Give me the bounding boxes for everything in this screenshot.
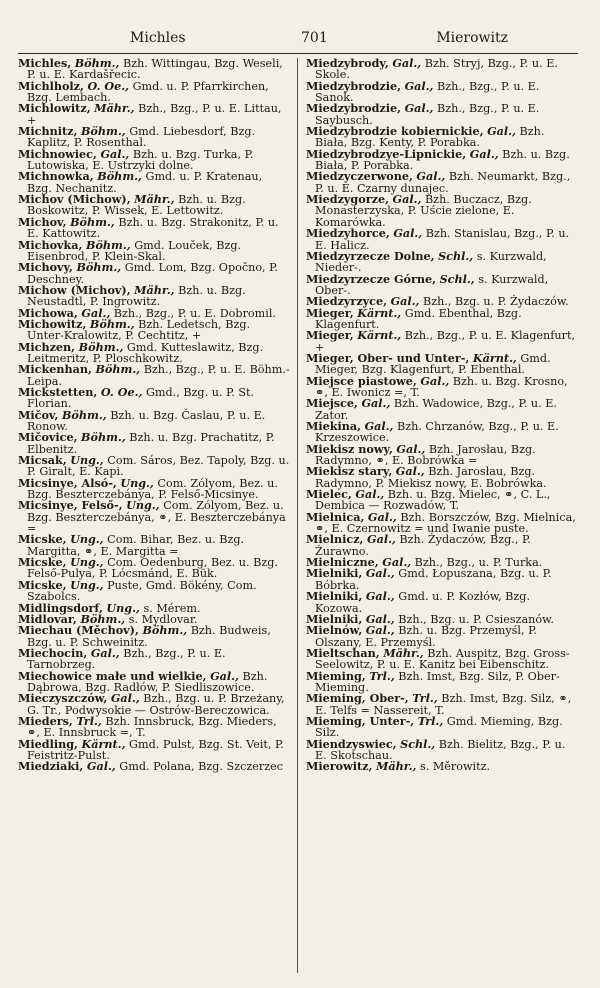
gazetteer-entry	[18, 577, 290, 604]
entry-headword: Miedzyhorce,	[306, 226, 390, 241]
gazetteer-entry	[306, 534, 578, 557]
entry-region: Gal.,	[365, 589, 395, 604]
entry-details: Bzh. Borszczów, Bzg. Mielnica, ⚭, E. Czernowitz = und Iwanie puste.	[315, 510, 576, 536]
entry-headword: Mielniki,	[306, 611, 363, 626]
entry-headword: Mielnicz,	[306, 532, 364, 547]
entry-details: Bzh. Budweis, Bzg. u. P. Schweinitz.	[27, 624, 271, 649]
entry-headword: Micske,	[18, 532, 67, 547]
entry-details: Bzh., Bzg., P. u. E. Sanok.	[315, 79, 540, 105]
entry-region: Gal.,	[404, 78, 434, 93]
entry-region: Mähr.,	[94, 101, 135, 116]
entry-headword: Michnowiec,	[18, 146, 97, 161]
entry-details: Bzh. Imst, Bzg. Silz, ⚭, E. Telfs = Nassereit, T.	[315, 692, 572, 717]
entry-details: Bzh. u. Bzg. Prachatitz, P. Elbenitz.	[27, 431, 275, 456]
entry-region: Gal.,	[393, 226, 423, 241]
entry-headword: Michnowka,	[18, 169, 94, 184]
entry-region: Böhm.,	[80, 124, 126, 139]
entry-headword: Mieders,	[18, 713, 73, 728]
entry-details: Bzh. Stanislau, Bzg., P. u. E. Halicz.	[315, 227, 570, 252]
entry-details: Bzh. Wittingau, Bzg. Weseli, P. u. E. Kardašřecic.	[27, 58, 283, 82]
gazetteer-entry	[306, 713, 578, 740]
entry-headword: Mielniczne,	[306, 555, 379, 570]
entry-details: Bzh. Biała, Bzg. Kenty, P. Porabka.	[315, 125, 545, 150]
entry-headword: Mickenhan,	[18, 362, 92, 377]
entry-headword: Midlingsdorf,	[18, 600, 103, 615]
entry-details: Gmd. Kutteslawitz, Bzg. Leitmeritz, P. Ploschkowitz.	[27, 340, 264, 365]
entry-region: Gal.,	[420, 373, 450, 388]
gazetteer-entry	[306, 194, 578, 228]
entry-region: Trl.,	[369, 668, 395, 683]
entry-headword: Miechau (Měchov),	[18, 623, 139, 638]
entry-details: Bzh. Buczacz, Bzg. Monasterzyska, P. Uście zielone, E. Komarówka.	[315, 193, 532, 229]
entry-headword: Michzen,	[18, 339, 76, 354]
gazetteer-entry	[306, 171, 578, 194]
page-header	[18, 30, 578, 50]
entry-headword: Miekisz nowy,	[306, 441, 393, 456]
gazetteer-entry	[18, 103, 290, 126]
entry-region: Gal.,	[86, 759, 116, 774]
entry-region: Böhm.,	[80, 611, 126, 626]
gazetteer-entry	[306, 126, 578, 149]
gazetteer-entry	[18, 78, 290, 105]
entry-region: Gal.,	[392, 192, 422, 207]
entry-region: Gal.,	[416, 169, 446, 184]
entry-details: Com. Zólyom, Bez. u. Bzg. Beszterczebánya, ⚭, E. Beszterczebánya =	[27, 499, 286, 536]
entry-headword: Michowa,	[18, 305, 78, 320]
entry-region: Gal.,	[90, 645, 120, 660]
gazetteer-entry	[306, 398, 578, 421]
entry-details: Gmd. Lom, Bzg. Opočno, P. Deschney.	[27, 261, 278, 286]
entry-region: Gal.,	[487, 124, 516, 139]
gazetteer-entry	[18, 316, 290, 343]
gazetteer-entry	[306, 645, 578, 672]
entry-details: Bzh. Neumarkt, Bzg., P. u. E. Czarny dunajec.	[315, 170, 571, 195]
gazetteer-entry	[306, 228, 578, 251]
entry-headword: Miedzyrzecze Dolne,	[306, 248, 435, 263]
gazetteer-entry	[18, 364, 290, 387]
entry-headword: Miedzybrodzie kobiernickie,	[306, 124, 484, 139]
left-column	[18, 58, 290, 978]
entry-region: Kärnt.,	[357, 305, 402, 320]
entry-details: Bzh., Bzg., P. u. E. Böhm.-Leipa.	[27, 363, 290, 388]
entry-details: Com. Oedenburg, Bez. u. Bzg. Felső-Pulya, P. Lócsmánd, E. Bük.	[27, 556, 278, 581]
entry-region: Gal.,	[469, 146, 499, 161]
gazetteer-entry	[18, 736, 290, 762]
entry-region: Böhm.,	[86, 237, 131, 252]
entry-region: Böhm.,	[76, 260, 122, 275]
entry-details: Bzh. Ledetsch, Bzg. Unter-Kralowitz, P. Cechtitz, +	[27, 317, 251, 343]
entry-region: Gal.,	[367, 532, 396, 547]
entry-headword: Miedzybrodzie,	[306, 101, 402, 116]
entry-headword: Miekina,	[306, 419, 362, 433]
entry-region: Böhm.,	[97, 169, 142, 184]
entry-details: Com. Zólyom, Bez. u. Bzg. Beszterczebánya, P. Felső-Micsinye.	[27, 476, 278, 502]
entry-details: Gmd. Polana, Bzg. Szczerzec	[119, 760, 284, 774]
entry-region: Gal.,	[390, 294, 420, 309]
gazetteer-entry	[306, 509, 578, 536]
entry-region: Gal.,	[382, 555, 412, 570]
entry-region: Gal.,	[392, 58, 422, 70]
entry-details: s. Mérem.	[143, 601, 201, 615]
gazetteer-entry	[306, 78, 578, 105]
gazetteer-entry	[18, 146, 290, 173]
entry-details: s. Měrowitz.	[419, 760, 491, 774]
entry-details: Gmd. Liebesdorf, Bzg. Kaplitz, P. Rosenthal.	[27, 125, 256, 150]
entry-details: Bzh., Bzg., P. u. E. Saybusch.	[315, 102, 540, 127]
entry-headword: Miedzyrzecze Górne,	[306, 271, 437, 286]
running-head-right: Mierowitz	[436, 30, 508, 46]
entry-region: Kärnt.,	[357, 328, 402, 343]
gazetteer-entry	[18, 534, 290, 557]
gazetteer-entry	[306, 489, 578, 512]
entry-details: Bzh. u. Bzg. Boskowitz, P. Wissek, E. Lettowitz.	[27, 193, 246, 218]
gazetteer-entry	[18, 668, 290, 694]
entry-headword: Michlholz,	[18, 78, 84, 93]
gazetteer-entry	[18, 407, 290, 433]
gazetteer-entry	[18, 339, 290, 365]
entry-details: Bzh. u. Bzg. Przemyśl, P. Olszany, E. Przemyśl.	[315, 624, 537, 649]
gazetteer-entry	[18, 194, 290, 217]
entry-region: Böhm.,	[78, 339, 124, 354]
entry-headword: Micsinye, Alsó-,	[18, 475, 117, 490]
gazetteer-entry	[306, 146, 578, 173]
entry-details: Bzh., Bzg., P. u. E. Klagenfurt, +	[315, 329, 576, 354]
entry-headword: Micsak,	[18, 453, 67, 468]
entry-region: O. Oe.,	[100, 384, 143, 399]
entry-region: Gal.,	[367, 509, 397, 524]
entry-region: Mähr.,	[134, 192, 175, 207]
entry-headword: Miedzygorze,	[306, 192, 389, 207]
entry-headword: Mieczyszczów,	[18, 691, 108, 706]
gazetteer-entry	[306, 58, 578, 81]
entry-headword: Miedzybrodzye-Lipnickie,	[306, 146, 467, 161]
gazetteer-entry	[18, 557, 290, 580]
entry-details: Bzh. Stryj, Bzg., P. u. E. Skole.	[315, 58, 558, 82]
entry-details: Gmd., Bzg. u. P. St. Florian.	[27, 385, 255, 411]
entry-details: Bzh. Dąbrowa, Bzg. Radłów, P. Siedliszowice.	[27, 669, 268, 694]
entry-headword: Michow (Michov),	[18, 282, 131, 297]
entry-region: Schl.,	[400, 736, 436, 751]
entry-headword: Michles,	[18, 58, 72, 70]
entry-headword: Miedzyrzyce,	[306, 294, 388, 309]
entry-headword: Micsinye, Felső-,	[18, 498, 123, 513]
entry-headword: Mičovice,	[18, 430, 78, 445]
entry-region: Gal.,	[396, 441, 426, 456]
entry-region: Böhm.,	[95, 362, 141, 377]
entry-details: Bzh. u. Bzg. Strakonitz, P. u. E. Kattowitz.	[27, 215, 279, 241]
entry-headword: Mieming,	[306, 668, 366, 683]
entry-details: Bzh. u. Bzg. Časlau, P. u. E. Ronow.	[27, 408, 266, 433]
gazetteer-entry	[306, 330, 578, 353]
gazetteer-entry	[18, 713, 290, 740]
entry-region: Gal.,	[395, 464, 425, 479]
entry-headword: Mieger,	[306, 305, 354, 320]
gazetteer-entry	[306, 693, 578, 716]
entry-details: Gmd. u. P. Pfarrkirchen, Bzg. Lembach.	[27, 79, 269, 105]
entry-headword: Michov,	[18, 214, 67, 229]
entry-details: Puste, Gmd. Bökény, Com. Szabolcs.	[27, 578, 257, 604]
entry-details: Bzh., Bzg., P. u. E. Littau, +	[27, 102, 282, 127]
entry-details: Bzh. u. Bzg. Neustadtl, P. Ingrowitz.	[27, 283, 246, 309]
gazetteer-entry	[306, 668, 578, 694]
entry-headword: Miedzyczerwone,	[306, 169, 413, 184]
gazetteer-entry	[18, 384, 290, 411]
entry-details: Bzh. u. Bzg. Biała, P. Porabka.	[315, 147, 570, 173]
gazetteer-entry	[306, 761, 578, 772]
gazetteer-entry	[306, 591, 578, 614]
gazetteer-entry	[18, 625, 290, 648]
gazetteer-entry	[306, 350, 578, 377]
running-head-left: Michles	[130, 30, 186, 46]
entry-headword: Mierowitz,	[306, 759, 373, 774]
entry-details: Bzh. u. Bzg. Mielec, ⚭, C. L., Dembica — Rozwadów, T.	[315, 488, 551, 513]
gazetteer-entry	[18, 645, 290, 672]
entry-details: s. Kurzwald, Nieder-.	[315, 249, 547, 275]
entry-details: Bzh. Wadowice, Bzg., P. u. E. Zator.	[315, 397, 557, 422]
entry-region: Ung.,	[126, 498, 160, 513]
gazetteer-entry	[18, 475, 290, 502]
entry-details: Bzh. Chrzanów, Bzg., P. u. E. Krzeszowice.	[315, 420, 559, 445]
entry-region: Gal.,	[404, 101, 434, 116]
entry-region: Gal.,	[355, 487, 385, 502]
entry-details: Gmd. Mieming, Bzg. Silz.	[315, 714, 563, 740]
entry-details: Gmd. Ebenthal, Bzg. Klagenfurt.	[315, 306, 522, 331]
entry-headword: Miejsce,	[306, 396, 358, 411]
gazetteer-entry	[18, 262, 290, 285]
entry-headword: Michov (Michow),	[18, 192, 131, 207]
gazetteer-entry	[18, 432, 290, 455]
entry-region: Böhm.,	[89, 316, 135, 331]
entry-headword: Miekisz stary,	[306, 464, 393, 479]
entry-region: Gal.,	[365, 566, 395, 581]
gazetteer-entry	[306, 441, 578, 468]
entry-region: Trl.,	[76, 713, 102, 728]
gazetteer-entry	[18, 126, 290, 149]
entry-details: Com. Bihar, Bez. u. Bzg. Margitta, ⚭, E. Margitta =	[27, 533, 245, 558]
entry-region: Ung.,	[70, 453, 104, 468]
gazetteer-entry	[18, 455, 290, 478]
entry-headword: Mielniki,	[306, 589, 363, 604]
entry-details: Bzh., Bzg. u. P. Brzeżany, G. Tr., Podwysokie — Ostrów-Bereczowica.	[27, 692, 285, 717]
entry-headword: Mielnica,	[306, 509, 365, 524]
entry-headword: Mičov,	[18, 407, 59, 422]
entry-details: Gmd. Łopuszana, Bzg. u. P. Bóbrka.	[315, 567, 552, 592]
entry-region: Böhm.,	[81, 430, 126, 445]
header-rule	[18, 53, 578, 54]
entry-headword: Michovy,	[18, 260, 73, 275]
entry-region: Ung.,	[70, 577, 104, 592]
entry-headword: Mielniki,	[306, 566, 363, 581]
entry-details: Bzh., Bzg., u. P. Turka.	[414, 556, 543, 570]
gazetteer-entry	[306, 271, 578, 297]
entry-details: s. Mydlovar.	[128, 612, 198, 626]
gazetteer-entry	[18, 282, 290, 309]
entry-details: Bzh., Bzg., P. u. E. Dobromil.	[113, 306, 276, 320]
entry-region: Trl.,	[417, 713, 444, 728]
entry-headword: Michlowitz,	[18, 101, 91, 116]
gazetteer-entry	[306, 373, 578, 399]
entry-region: Böhm.,	[61, 407, 107, 422]
gazetteer-entry	[18, 58, 290, 81]
entry-headword: Michowitz,	[18, 316, 87, 331]
entry-headword: Micske,	[18, 577, 67, 592]
gazetteer-entry	[306, 103, 578, 126]
entry-region: Kärnt.,	[81, 736, 126, 751]
entry-region: O. Oe.,	[87, 78, 130, 93]
gazetteer-entry	[18, 237, 290, 263]
entry-region: Gal.,	[210, 668, 239, 683]
entry-region: Kärnt.,	[472, 350, 517, 365]
entry-headword: Mieger, Ober- und Unter-,	[306, 350, 470, 365]
entry-region: Mähr.,	[383, 645, 424, 660]
entry-details: Bzh. Bielitz, Bzg., P. u. E. Skotschau.	[315, 737, 566, 762]
entry-region: Gal.,	[361, 396, 391, 411]
entry-headword: Mickstetten,	[18, 384, 98, 399]
entry-region: Ung.,	[120, 475, 154, 490]
entry-region: Mähr.,	[134, 282, 175, 297]
entry-region: Böhm.,	[142, 623, 188, 638]
entry-details: Bzh. u. Bzg. Turka, P. Lutowiska, E. Ustrzyki dolne.	[27, 147, 254, 173]
entry-headword: Michnitz,	[18, 124, 78, 139]
entry-region: Schl.,	[438, 248, 474, 263]
right-column	[306, 58, 578, 978]
entry-region: Ung.,	[70, 532, 104, 547]
entry-headword: Miedzybrody,	[306, 58, 389, 70]
entry-details: Bzh. Żydaczów, Bzg., P. Żurawno.	[315, 533, 531, 558]
gazetteer-entry	[306, 568, 578, 591]
entry-headword: Miedziaki,	[18, 759, 84, 774]
entry-headword: Mieming, Unter-,	[306, 713, 415, 728]
entry-details: Bzh. u. Bzg. Krosno, ⚭, E. Iwonicz =, T.	[315, 374, 568, 399]
entry-headword: Miedling,	[18, 736, 78, 751]
entry-details: Com. Sáros, Bez. Tapoly, Bzg. u. P. Giralt, E. Kapi.	[27, 454, 290, 479]
entry-headword: Miechowice małe und wielkie,	[18, 668, 207, 683]
entry-details: Bzh. Auspitz, Bzg. Gross-Seelowitz, P. u. E. Kanitz bei Eibenschitz.	[315, 646, 570, 672]
entry-region: Böhm.,	[74, 58, 120, 70]
gazetteer-entry	[18, 171, 290, 194]
entry-details: Gmd. Pulst, Bzg. St. Veit, P. Feistritz-Pulst.	[27, 737, 284, 762]
gazetteer-entry	[306, 248, 578, 275]
entry-region: Gal.,	[365, 623, 395, 638]
entry-details: Bzh., Bzg., P. u. E. Tarnobrzeg.	[27, 646, 226, 672]
gazetteer-entry	[18, 214, 290, 241]
entry-headword: Mielec,	[306, 487, 352, 502]
entry-region: Schl.,	[439, 271, 475, 286]
entry-headword: Mieger,	[306, 328, 354, 343]
gazetteer-entry	[18, 500, 290, 534]
entry-region: Gal.,	[365, 611, 395, 626]
entry-region: Gal.,	[364, 419, 394, 433]
entry-details: Bzh. Jarosłau, Bzg. Radymno, P. Miekisz nowy, E. Bobrówka.	[315, 465, 547, 490]
entry-region: Gal.,	[100, 146, 130, 161]
entry-details: Bzh. Innsbruck, Bzg. Mieders, ⚭, E. Innsbruck =, T.	[27, 714, 277, 740]
entry-headword: Miejsce piastowe,	[306, 373, 417, 388]
entry-region: Böhm.,	[70, 214, 115, 229]
gazetteer-entry	[306, 305, 578, 331]
entry-headword: Mielnów,	[306, 623, 363, 638]
entry-region: Ung.,	[106, 600, 140, 615]
entry-details: s. Kurzwald, Ober-.	[315, 272, 549, 297]
entry-details: Gmd. Louček, Bzg. Eisenbrod, P. Klein-Skal.	[27, 238, 242, 263]
entry-headword: Micske,	[18, 555, 67, 570]
gazetteer-entry	[306, 625, 578, 648]
gazetteer-entry	[306, 736, 578, 762]
entry-headword: Mieming, Ober-,	[306, 691, 409, 706]
entry-headword: Miedzybrodzie,	[306, 78, 402, 93]
entry-headword: Miechocin,	[18, 645, 88, 660]
page-number: 701	[301, 30, 328, 46]
entry-headword: Michovka,	[18, 237, 83, 252]
gazetteer-entry	[18, 693, 290, 716]
entry-region: Ung.,	[70, 555, 104, 570]
gazetteer-entry	[306, 466, 578, 489]
entry-region: Gal.,	[81, 305, 111, 320]
gazetteer-entry	[306, 421, 578, 444]
entry-headword: Midlovar,	[18, 611, 77, 626]
entry-headword: Mieltschan,	[306, 645, 380, 660]
entry-details: Gmd. u. P. Kozłów, Bzg. Kozowa.	[315, 590, 531, 615]
column-divider	[297, 58, 298, 973]
entry-details: Bzh. Jarosłau, Bzg. Radymno, ⚭, E. Bobrówka =	[315, 442, 536, 468]
entry-details: Gmd. Mieger, Bzg. Klagenfurt, P. Ebenthal.	[315, 351, 551, 377]
entry-details: Bzh., Bzg. u. P. Csieszanów.	[398, 612, 554, 626]
entry-headword: Miendzyswiec,	[306, 736, 397, 751]
gazetteer-entry	[18, 761, 290, 772]
entry-region: Mähr.,	[375, 759, 417, 774]
entry-details: Bzh., Bzg. u. P. Żydaczów.	[422, 295, 569, 309]
entry-region: Gal.,	[110, 691, 140, 706]
entry-details: Gmd. u. P. Kratenau, Bzg. Nechanitz.	[27, 170, 263, 195]
entry-details: Bzh. Imst, Bzg. Silz, P. Ober-Mieming.	[315, 669, 560, 694]
entry-region: Trl.,	[412, 691, 438, 706]
